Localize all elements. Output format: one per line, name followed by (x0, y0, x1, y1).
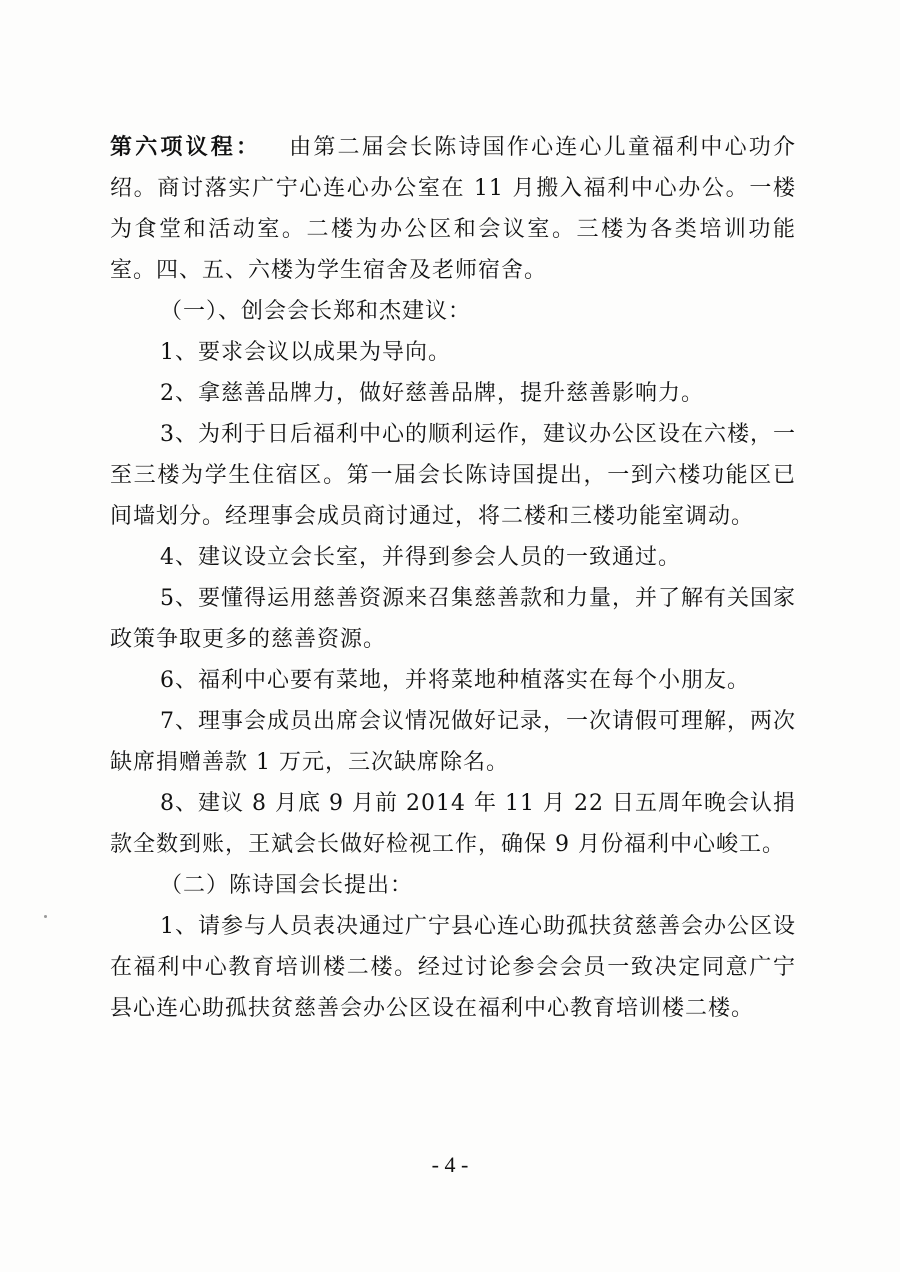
list-item: 1、要求会议以成果为导向。 (160, 340, 451, 365)
list-item: 7、理事会成员出席会议情况做好记录，一次请假可理解，两次缺席捐赠善款 1 万元，三次缺席除名。 (110, 709, 796, 775)
page-number: - 4 - (431, 1152, 469, 1177)
list-item: 4、建议设立会长室，并得到参会人员的一致通过。 (160, 545, 681, 570)
list-item: 5、要懂得运用慈善资源来召集慈善款和力量，并了解有关国家政策争取更多的慈善资源。 (110, 586, 796, 652)
section-heading-two: （二）陈诗国会长提出： (160, 873, 414, 898)
scan-speck (44, 915, 47, 918)
agenda-heading: 第六项议程： (110, 135, 262, 160)
list-item: 8、建议 8 月底 9 月前 2014 年 11 月 22 日五周年晚会认捐款全数到账，王斌会长做好检视工作，确保 9 月份福利中心峻工。 (110, 791, 796, 857)
agenda-item-six (110, 127, 796, 291)
list-item: 2、拿慈善品牌力，做好慈善品牌，提升慈善影响力。 (160, 381, 704, 406)
list-item: 6、福利中心要有菜地，并将菜地种植落实在每个小朋友。 (160, 668, 750, 693)
document-body (110, 127, 796, 1029)
list-item: 3、为利于日后福利中心的顺利运作，建议办公区设在六楼，一至三楼为学生住宿区。第一届会长陈诗国提出，一到六楼功能区已间墙划分。经理事会成员商讨通过，将二楼和三楼功能室调动。 (110, 422, 796, 529)
section-heading-one: （一）、创会会长郑和杰建议： (160, 299, 472, 324)
list-item: 1、请参与人员表决通过广宁县心连心助孤扶贫慈善会办公区设在福利中心教育培训楼二楼。经过讨论参会会员一致决定同意广宁县心连心助孤扶贫慈善会办公区设在福利中心教育培训楼二楼。 (110, 914, 796, 1021)
agenda-intro-text: 由第二届会长陈诗国作心连心儿童福利中心功介绍。商讨落实广宁心连心办公室在 11 月搬入福利中心办公。一楼为食堂和活动室。二楼为办公区和会议室。三楼为各类培训功能室。四、五、六楼为学生宿舍及老师宿舍。 (110, 135, 796, 283)
